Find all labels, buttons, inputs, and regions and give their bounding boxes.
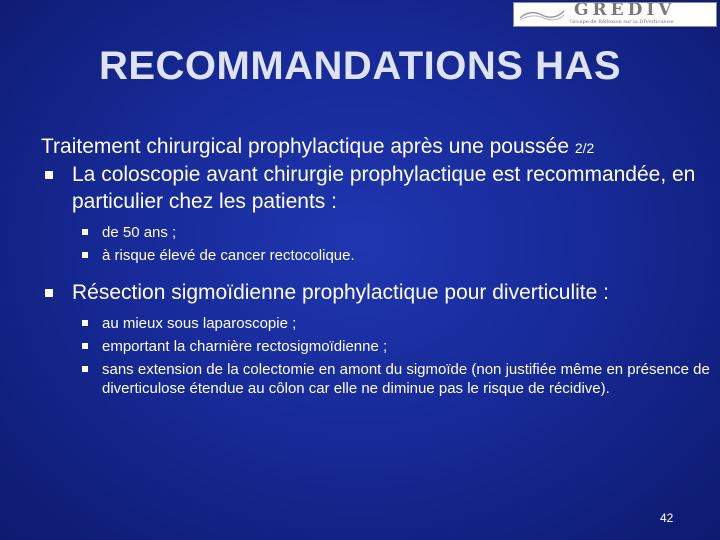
square-bullet-icon [82, 252, 88, 258]
square-bullet-icon [82, 343, 88, 349]
slide-title: RECOMMANDATIONS HAS [98, 44, 622, 88]
intro-line [41, 134, 711, 161]
sub-bullet-text: à risque élevé de cancer rectocolique. [102, 247, 355, 264]
bullet-point-2 [41, 279, 711, 306]
bullet-text: La coloscopie avant chirurgie prophylactique est recommandée, en particulier chez les patients : [72, 163, 696, 213]
logo-text: GREDIV [574, 2, 676, 20]
page-number: 42 [660, 511, 674, 525]
square-bullet-icon [82, 320, 88, 326]
grediv-logo [513, 2, 717, 27]
sub-bullet-text: de 50 ans ; [102, 224, 177, 241]
square-bullet-icon [45, 171, 53, 179]
sub-bullet [41, 360, 711, 398]
intro-fraction: 2/2 [574, 140, 595, 156]
slide-content [41, 134, 711, 398]
sub-bullet-text: sans extension de la colectomie en amont du sigmoïde (non justifiée même en présence de diverticulose étendue au côlon car elle ne diminue pas le risque de récidive). [102, 361, 710, 397]
sub-bullet-text: emportant la charnière rectosigmoïdienne ; [102, 338, 388, 355]
square-bullet-icon [82, 366, 88, 372]
sub-bullet [41, 223, 711, 242]
square-bullet-icon [82, 229, 88, 235]
intro-text: Traitement chirurgical prophylactique après une poussée [41, 135, 575, 158]
grediv-logo-mark-icon [518, 7, 566, 22]
square-bullet-icon [45, 289, 53, 297]
bullet-text: Résection sigmoïdienne prophylactique pour diverticulite : [72, 281, 609, 304]
logo-subtitle: Groupe de Réflexion sur la DIVerticulose [570, 19, 674, 25]
sub-bullet [41, 246, 711, 265]
sub-bullet-text: au mieux sous laparoscopie ; [102, 315, 297, 332]
sub-bullet [41, 337, 711, 356]
sub-bullet [41, 314, 711, 333]
bullet-point-1 [41, 161, 711, 215]
